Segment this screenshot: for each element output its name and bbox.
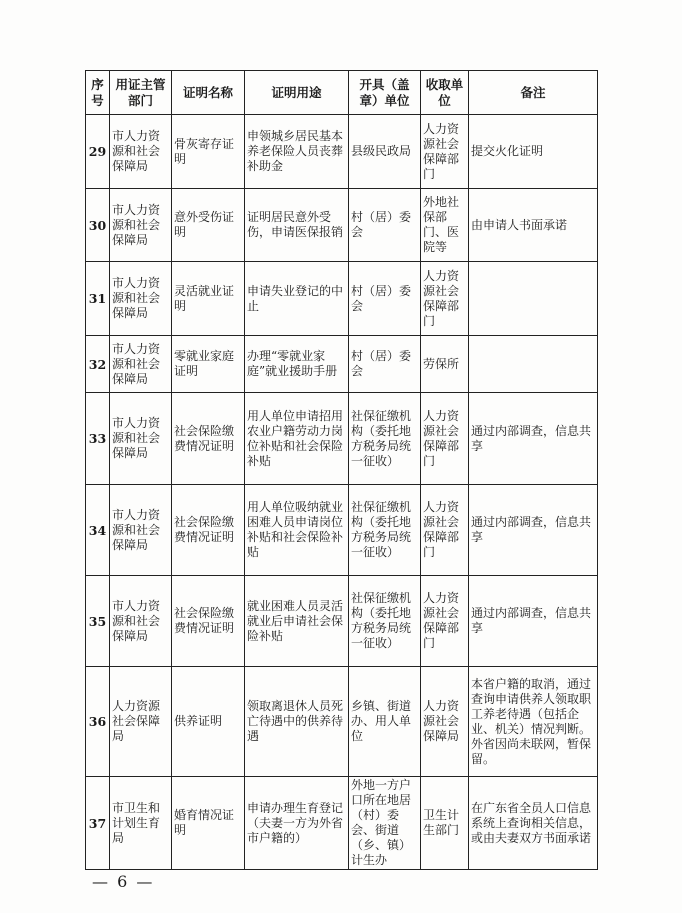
cell-receiver: 人力资源社会保障部门	[421, 262, 469, 336]
cell-receiver: 人力资源社会保障部门	[421, 576, 469, 667]
cell-remark: 通过内部调查，信息共享	[469, 576, 598, 667]
cell-no: 33	[86, 393, 110, 485]
cell-dept: 市人力资源和社会保障局	[110, 485, 172, 576]
cell-remark: 本省户籍的取消，通过查询申请供养人领取职工养老待遇（包括企业、机关）情况判断。外省因尚未联网，暂保留。	[469, 667, 598, 777]
cell-dept: 市人力资源和社会保障局	[110, 115, 172, 189]
cell-name: 婚育情况证明	[172, 777, 245, 870]
cell-purpose: 用人单位申请招用农业户籍劳动力岗位补贴和社会保险补贴	[245, 393, 349, 485]
cell-issuer: 外地一方户口所在地居（村）委会、街道（乡、镇）计生办	[349, 777, 421, 870]
cell-issuer: 社保征缴机构（委托地方税务局统一征收）	[349, 576, 421, 667]
table-header-row	[86, 71, 598, 115]
cell-issuer: 村（居）委会	[349, 336, 421, 393]
cell-no: 37	[86, 777, 110, 870]
cell-dept: 市人力资源和社会保障局	[110, 393, 172, 485]
cell-issuer: 村（居）委会	[349, 262, 421, 336]
cell-receiver: 卫生计生部门	[421, 777, 469, 870]
cell-issuer: 乡镇、街道办、用人单位	[349, 667, 421, 777]
cell-remark: 在广东省全员人口信息系统上查询相关信息，或由夫妻双方书面承诺	[469, 777, 598, 870]
cell-name: 供养证明	[172, 667, 245, 777]
table-row	[86, 393, 598, 485]
cell-issuer: 社保征缴机构（委托地方税务局统一征收）	[349, 485, 421, 576]
cell-purpose: 就业困难人员灵活就业后申请社会保险补贴	[245, 576, 349, 667]
table-row	[86, 189, 598, 262]
cell-remark: 通过内部调查，信息共享	[469, 485, 598, 576]
cell-no: 31	[86, 262, 110, 336]
cell-remark	[469, 262, 598, 336]
cell-no: 29	[86, 115, 110, 189]
cell-remark	[469, 336, 598, 393]
certificate-table	[85, 70, 598, 870]
cell-name: 骨灰寄存证明	[172, 115, 245, 189]
cell-receiver: 人力资源社会保障部门	[421, 115, 469, 189]
cell-remark: 提交火化证明	[469, 115, 598, 189]
header-dept: 用证主管部门	[110, 71, 172, 115]
cell-no: 35	[86, 576, 110, 667]
table-row	[86, 777, 598, 870]
cell-dept: 市卫生和计划生育局	[110, 777, 172, 870]
cell-receiver: 人力资源社会保障部门	[421, 393, 469, 485]
cell-receiver: 劳保所	[421, 336, 469, 393]
cell-purpose: 申请失业登记的中止	[245, 262, 349, 336]
cell-purpose: 领取离退休人员死亡待遇中的供养待遇	[245, 667, 349, 777]
cell-purpose: 办理“零就业家庭”就业援助手册	[245, 336, 349, 393]
cell-purpose: 用人单位吸纳就业困难人员申请岗位补贴和社会保险补贴	[245, 485, 349, 576]
cell-issuer: 县级民政局	[349, 115, 421, 189]
cell-dept: 市人力资源和社会保障局	[110, 336, 172, 393]
cell-name: 灵活就业证明	[172, 262, 245, 336]
header-no: 序号	[86, 71, 110, 115]
cell-name: 社会保险缴费情况证明	[172, 393, 245, 485]
cell-name: 零就业家庭证明	[172, 336, 245, 393]
cell-no: 32	[86, 336, 110, 393]
header-name: 证明名称	[172, 71, 245, 115]
cell-name: 社会保险缴费情况证明	[172, 576, 245, 667]
table-row	[86, 115, 598, 189]
cell-purpose: 申领城乡居民基本养老保险人员丧葬补助金	[245, 115, 349, 189]
cell-name: 社会保险缴费情况证明	[172, 485, 245, 576]
cell-dept: 市人力资源和社会保障局	[110, 576, 172, 667]
cell-dept: 市人力资源和社会保障局	[110, 189, 172, 262]
cell-remark: 通过内部调查，信息共享	[469, 393, 598, 485]
header-purpose: 证明用途	[245, 71, 349, 115]
table-row	[86, 576, 598, 667]
table-row	[86, 336, 598, 393]
header-issuer: 开具（盖章）单位	[349, 71, 421, 115]
cell-receiver: 人力资源社会保障局	[421, 667, 469, 777]
cell-dept: 人力资源社会保障局	[110, 667, 172, 777]
cell-no: 34	[86, 485, 110, 576]
header-remark: 备注	[469, 71, 598, 115]
table-row	[86, 262, 598, 336]
cell-purpose: 申请办理生育登记（夫妻一方为外省市户籍的）	[245, 777, 349, 870]
cell-receiver: 外地社保部门、医院等	[421, 189, 469, 262]
table-row	[86, 485, 598, 576]
header-receiver: 收取单位	[421, 71, 469, 115]
cell-no: 30	[86, 189, 110, 262]
cell-issuer: 社保征缴机构（委托地方税务局统一征收）	[349, 393, 421, 485]
cell-no: 36	[86, 667, 110, 777]
cell-dept: 市人力资源和社会保障局	[110, 262, 172, 336]
cell-remark: 由申请人书面承诺	[469, 189, 598, 262]
page-number: — 6 —	[92, 872, 155, 891]
cell-name: 意外受伤证明	[172, 189, 245, 262]
table-row	[86, 667, 598, 777]
cell-receiver: 人力资源社会保障部门	[421, 485, 469, 576]
cell-issuer: 村（居）委会	[349, 189, 421, 262]
cell-purpose: 证明居民意外受伤，申请医保报销	[245, 189, 349, 262]
